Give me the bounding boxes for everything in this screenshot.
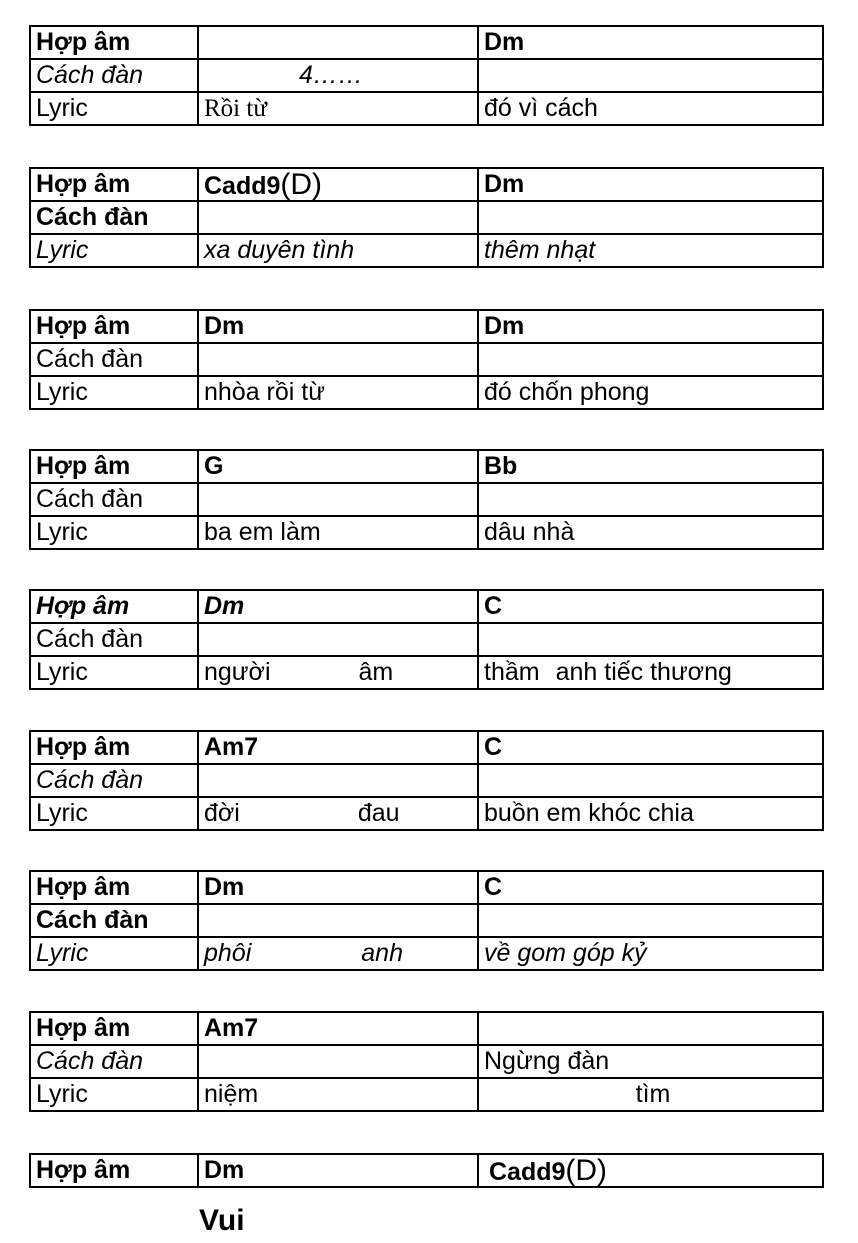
chord-cell-2: C	[478, 871, 823, 904]
strum-cell-1	[198, 201, 478, 234]
chord-cell-1: G	[198, 450, 478, 483]
chord-row	[30, 26, 823, 59]
strum-label: Cách đàn	[30, 201, 198, 234]
chord-label: Hợp âm	[30, 871, 198, 904]
lyric-word: anh tiếc thương	[555, 658, 732, 686]
chord-label: Hợp âm	[30, 590, 198, 623]
strum-cell-2	[478, 623, 823, 656]
strum-row	[30, 904, 823, 937]
chord-label: Hợp âm	[30, 731, 198, 764]
strum-row	[30, 1045, 823, 1078]
lyric-label: Lyric	[30, 937, 198, 970]
lyric-row	[30, 234, 823, 267]
lyric-row	[30, 1078, 823, 1111]
strum-row	[30, 764, 823, 797]
chord-cell-2: Dm	[478, 26, 823, 59]
strum-cell-1	[198, 483, 478, 516]
chord-label: Hợp âm	[30, 26, 198, 59]
chord-cell-2	[478, 1012, 823, 1045]
chord-cell-2: Dm	[478, 168, 823, 201]
lyric-label: Lyric	[30, 376, 198, 409]
chord-row	[30, 871, 823, 904]
chord-row	[30, 1012, 823, 1045]
chord-name: Cadd9	[204, 171, 281, 200]
chord-cell-1: Dm	[198, 871, 478, 904]
strum-label: Cách đàn	[30, 59, 198, 92]
strum-cell-2	[478, 764, 823, 797]
strum-cell-2	[478, 201, 823, 234]
strum-cell-2	[478, 904, 823, 937]
lyric-cell-2: đó vì cách	[478, 92, 823, 125]
strum-cell-1	[198, 764, 478, 797]
lyric-label: Lyric	[30, 1078, 198, 1111]
lyric-label: Lyric	[30, 92, 198, 125]
strum-label: Cách đàn	[30, 483, 198, 516]
lyric-word: anh	[361, 939, 403, 967]
chord-cell-1	[198, 168, 478, 201]
lyric-word: đau	[357, 799, 400, 827]
chord-cell-1: Dm	[198, 1154, 478, 1187]
lyric-word: thầm	[484, 658, 540, 686]
chord-row	[30, 590, 823, 623]
chord-label: Hợp âm	[30, 1154, 198, 1187]
chord-cell-1: Am7	[198, 1012, 478, 1045]
chord-block-8	[29, 1011, 824, 1112]
bass-note: (D)	[280, 168, 323, 201]
strum-cell-2	[478, 343, 823, 376]
strum-label: Cách đàn	[30, 343, 198, 376]
lyric-label: Lyric	[30, 797, 198, 830]
chord-row	[30, 731, 823, 764]
lyric-cell-2: thêm nhạt	[478, 234, 823, 267]
strum-row	[30, 623, 823, 656]
lyric-row	[30, 516, 823, 549]
strum-label: Cách đàn	[30, 1045, 198, 1078]
chord-name: Cadd9	[489, 1157, 566, 1186]
lyric-cell-1: ba em làm	[198, 516, 478, 549]
chord-block-4	[29, 449, 824, 550]
lyric-cell-2: buồn em khóc chia	[478, 797, 823, 830]
chord-block-9	[29, 1153, 824, 1188]
chord-cell-2: C	[478, 590, 823, 623]
chord-block-1	[29, 25, 824, 126]
chord-block-3	[29, 309, 824, 410]
chord-block-6	[29, 730, 824, 831]
strum-cell-2: Ngừng đàn	[478, 1045, 823, 1078]
strum-cell-1	[198, 1045, 478, 1078]
strum-label: Cách đàn	[30, 904, 198, 937]
strum-label: Cách đàn	[30, 764, 198, 797]
chord-label: Hợp âm	[30, 310, 198, 343]
strum-cell-2	[478, 483, 823, 516]
lyric-cell-2: đó chốn phong	[478, 376, 823, 409]
chord-block-5	[29, 589, 824, 690]
chord-cell-2	[478, 1154, 823, 1187]
chord-cell-2: C	[478, 731, 823, 764]
lyric-cell-1	[198, 656, 478, 689]
strum-label: Cách đàn	[30, 623, 198, 656]
lyric-cell-1: niệm	[198, 1078, 478, 1111]
lyric-cell-1	[198, 937, 478, 970]
chord-block-7	[29, 870, 824, 971]
bass-note: (D)	[565, 1154, 608, 1187]
lyric-cell-1: xa duyên tình	[198, 234, 478, 267]
lyric-row	[30, 376, 823, 409]
chord-cell-2: Bb	[478, 450, 823, 483]
strum-cell-1	[198, 904, 478, 937]
strum-row	[30, 201, 823, 234]
chord-cell-2: Dm	[478, 310, 823, 343]
lyric-word: phôi	[204, 939, 252, 967]
lyric-cell-2: tìm	[478, 1078, 823, 1111]
footer-word: Vui	[199, 1204, 245, 1237]
chord-label: Hợp âm	[30, 168, 198, 201]
strum-row	[30, 483, 823, 516]
chord-row	[30, 168, 823, 201]
strum-cell-2	[478, 59, 823, 92]
chord-cell-1: Dm	[198, 310, 478, 343]
chord-row	[30, 310, 823, 343]
lyric-cell-2: dâu nhà	[478, 516, 823, 549]
strum-row	[30, 59, 823, 92]
strum-cell-1	[198, 343, 478, 376]
lyric-cell-2	[478, 656, 823, 689]
chord-label: Hợp âm	[30, 450, 198, 483]
chord-cell-1	[198, 26, 478, 59]
lyric-row	[30, 92, 823, 125]
lyric-cell-1	[198, 797, 478, 830]
lyric-row	[30, 797, 823, 830]
chord-block-2	[29, 167, 824, 268]
strum-cell-1	[198, 623, 478, 656]
lyric-cell-2: về gom góp kỷ	[478, 937, 823, 970]
lyric-row	[30, 937, 823, 970]
lyric-word: đời	[204, 799, 240, 827]
lyric-cell-1: nhòa rồi từ	[198, 376, 478, 409]
lyric-row	[30, 656, 823, 689]
lyric-word: người	[204, 658, 271, 686]
lyric-label: Lyric	[30, 516, 198, 549]
chord-cell-1: Am7	[198, 731, 478, 764]
lyric-word: âm	[358, 658, 394, 686]
strum-cell-1: 4……	[198, 59, 478, 92]
lyric-cell-1: Rồi từ	[198, 92, 478, 125]
chord-label: Hợp âm	[30, 1012, 198, 1045]
strum-row	[30, 343, 823, 376]
chord-row	[30, 450, 823, 483]
chord-cell-1: Dm	[198, 590, 478, 623]
lyric-label: Lyric	[30, 234, 198, 267]
lyric-label: Lyric	[30, 656, 198, 689]
chord-row	[30, 1154, 823, 1187]
